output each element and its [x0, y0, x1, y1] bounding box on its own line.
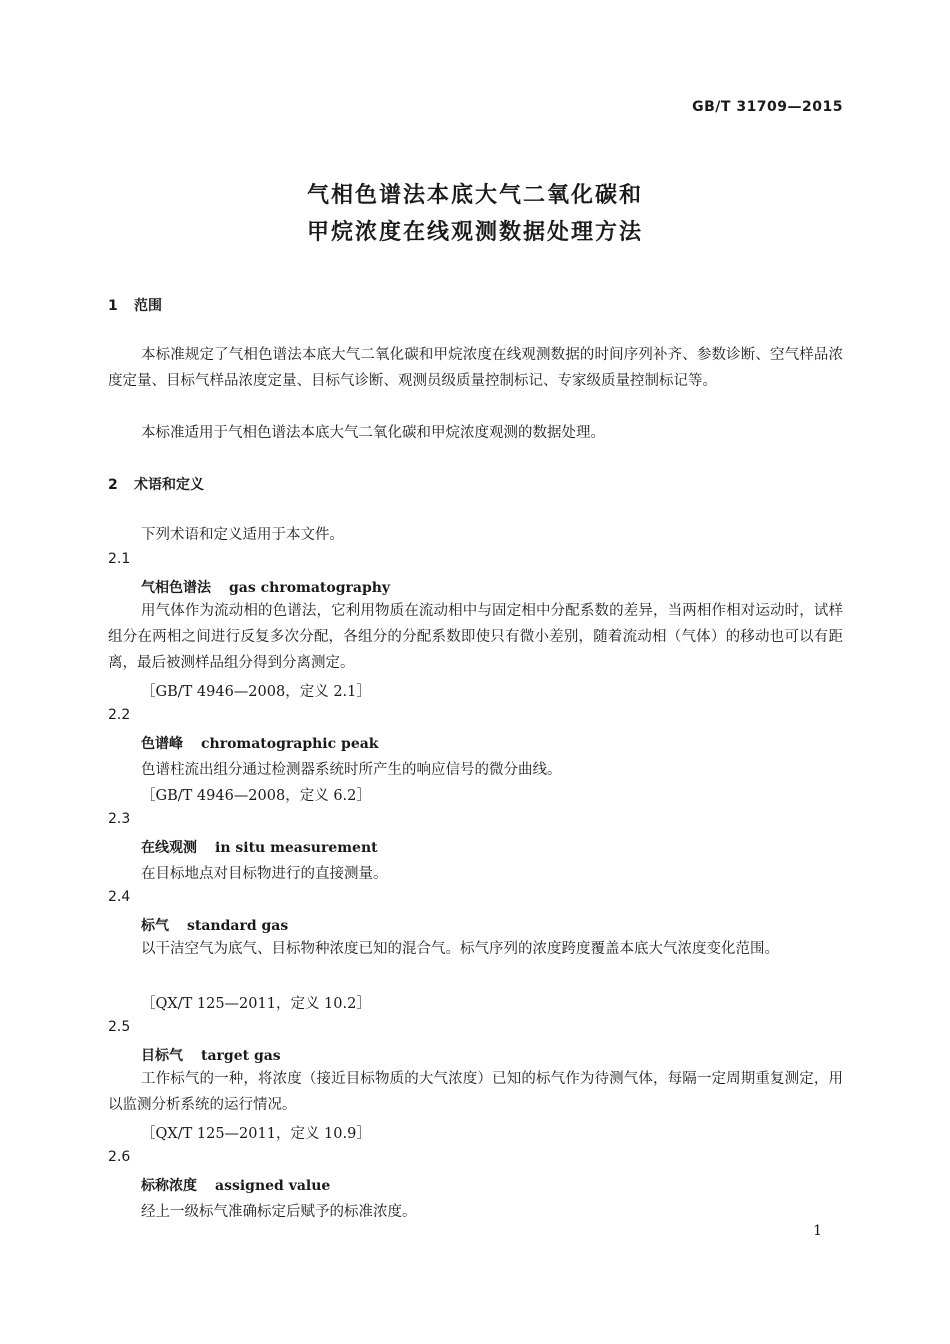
term-cn: 气相色谱法 — [141, 580, 211, 596]
section-title: 术语和定义 — [134, 477, 204, 493]
term-definition: 以干洁空气为底气、目标物种浓度已知的混合气。标气序列的浓度跨度覆盖本底大气浓度变化范围。 — [141, 941, 779, 957]
term-cn: 在线观测 — [141, 840, 197, 856]
term-en: chromatographic peak — [201, 736, 379, 752]
section-2-heading — [108, 474, 204, 494]
term-cn: 色谱峰 — [141, 736, 183, 752]
term-heading — [141, 837, 378, 857]
term-number: 2.6 — [108, 1149, 131, 1165]
term-number: 2.3 — [108, 811, 131, 827]
standard-number: GB/T 31709—2015 — [692, 99, 843, 115]
term-number: 2.2 — [108, 707, 131, 723]
term-source: ［GB/T 4946—2008，定义 2.1］ — [141, 684, 371, 700]
term-definition: 色谱柱流出组分通过检测器系统时所产生的响应信号的微分曲线。 — [141, 762, 562, 778]
term-heading — [141, 1045, 281, 1065]
terms-intro: 下列术语和定义适用于本文件。 — [141, 527, 344, 543]
document-title-line1: 气相色谱法本底大气二氧化碳和 — [306, 183, 643, 208]
section-1-heading — [108, 295, 162, 315]
section-title: 范围 — [134, 298, 162, 314]
document-title-line2: 甲烷浓度在线观测数据处理方法 — [306, 220, 643, 245]
term-number: 2.1 — [108, 551, 131, 567]
term-heading — [141, 1175, 330, 1195]
term-source: ［GB/T 4946—2008，定义 6.2］ — [141, 788, 371, 804]
term-en: in situ measurement — [215, 840, 378, 856]
term-heading — [141, 577, 390, 597]
section-number: 1 — [108, 298, 118, 314]
term-en: standard gas — [187, 918, 289, 934]
section-number: 2 — [108, 477, 118, 493]
term-number: 2.4 — [108, 889, 131, 905]
term-source: ［QX/T 125—2011，定义 10.9］ — [141, 1126, 371, 1142]
term-definition: 在目标地点对目标物进行的直接测量。 — [141, 866, 388, 882]
term-definition: 工作标气的一种，将浓度（接近目标物质的大气浓度）已知的标气作为待测气体，每隔一定周期重复测定，用以监测分析系统的运行情况。 — [108, 1071, 843, 1113]
term-cn: 目标气 — [141, 1048, 183, 1064]
scope-paragraph-1: 本标准规定了气相色谱法本底大气二氧化碳和甲烷浓度在线观测数据的时间序列补齐、参数诊断、空气样品浓度定量、目标气样品浓度定量、目标气诊断、观测员级质量控制标记、专家级质量控制标记等。 — [108, 347, 843, 389]
term-definition: 用气体作为流动相的色谱法，它利用物质在流动相中与固定相中分配系数的差异，当两相作相对运动时，试样组分在两相之间进行反复多次分配，各组分的分配系数即使只有微小差别，随着流动相（气体）的移动也可以有距离，最后被测样品组分得到分离测定。 — [108, 603, 843, 671]
term-number: 2.5 — [108, 1019, 131, 1035]
term-en: assigned value — [215, 1178, 331, 1194]
term-cn: 标称浓度 — [141, 1178, 197, 1194]
term-heading — [141, 733, 379, 753]
term-definition: 经上一级标气准确标定后赋予的标准浓度。 — [141, 1204, 417, 1220]
term-en: target gas — [201, 1048, 281, 1064]
scope-paragraph-2: 本标准适用于气相色谱法本底大气二氧化碳和甲烷浓度观测的数据处理。 — [141, 425, 605, 441]
term-heading — [141, 915, 288, 935]
term-cn: 标气 — [141, 918, 169, 934]
page-number: 1 — [813, 1223, 822, 1239]
term-en: gas chromatography — [229, 580, 391, 596]
term-source: ［QX/T 125—2011，定义 10.2］ — [141, 996, 371, 1012]
